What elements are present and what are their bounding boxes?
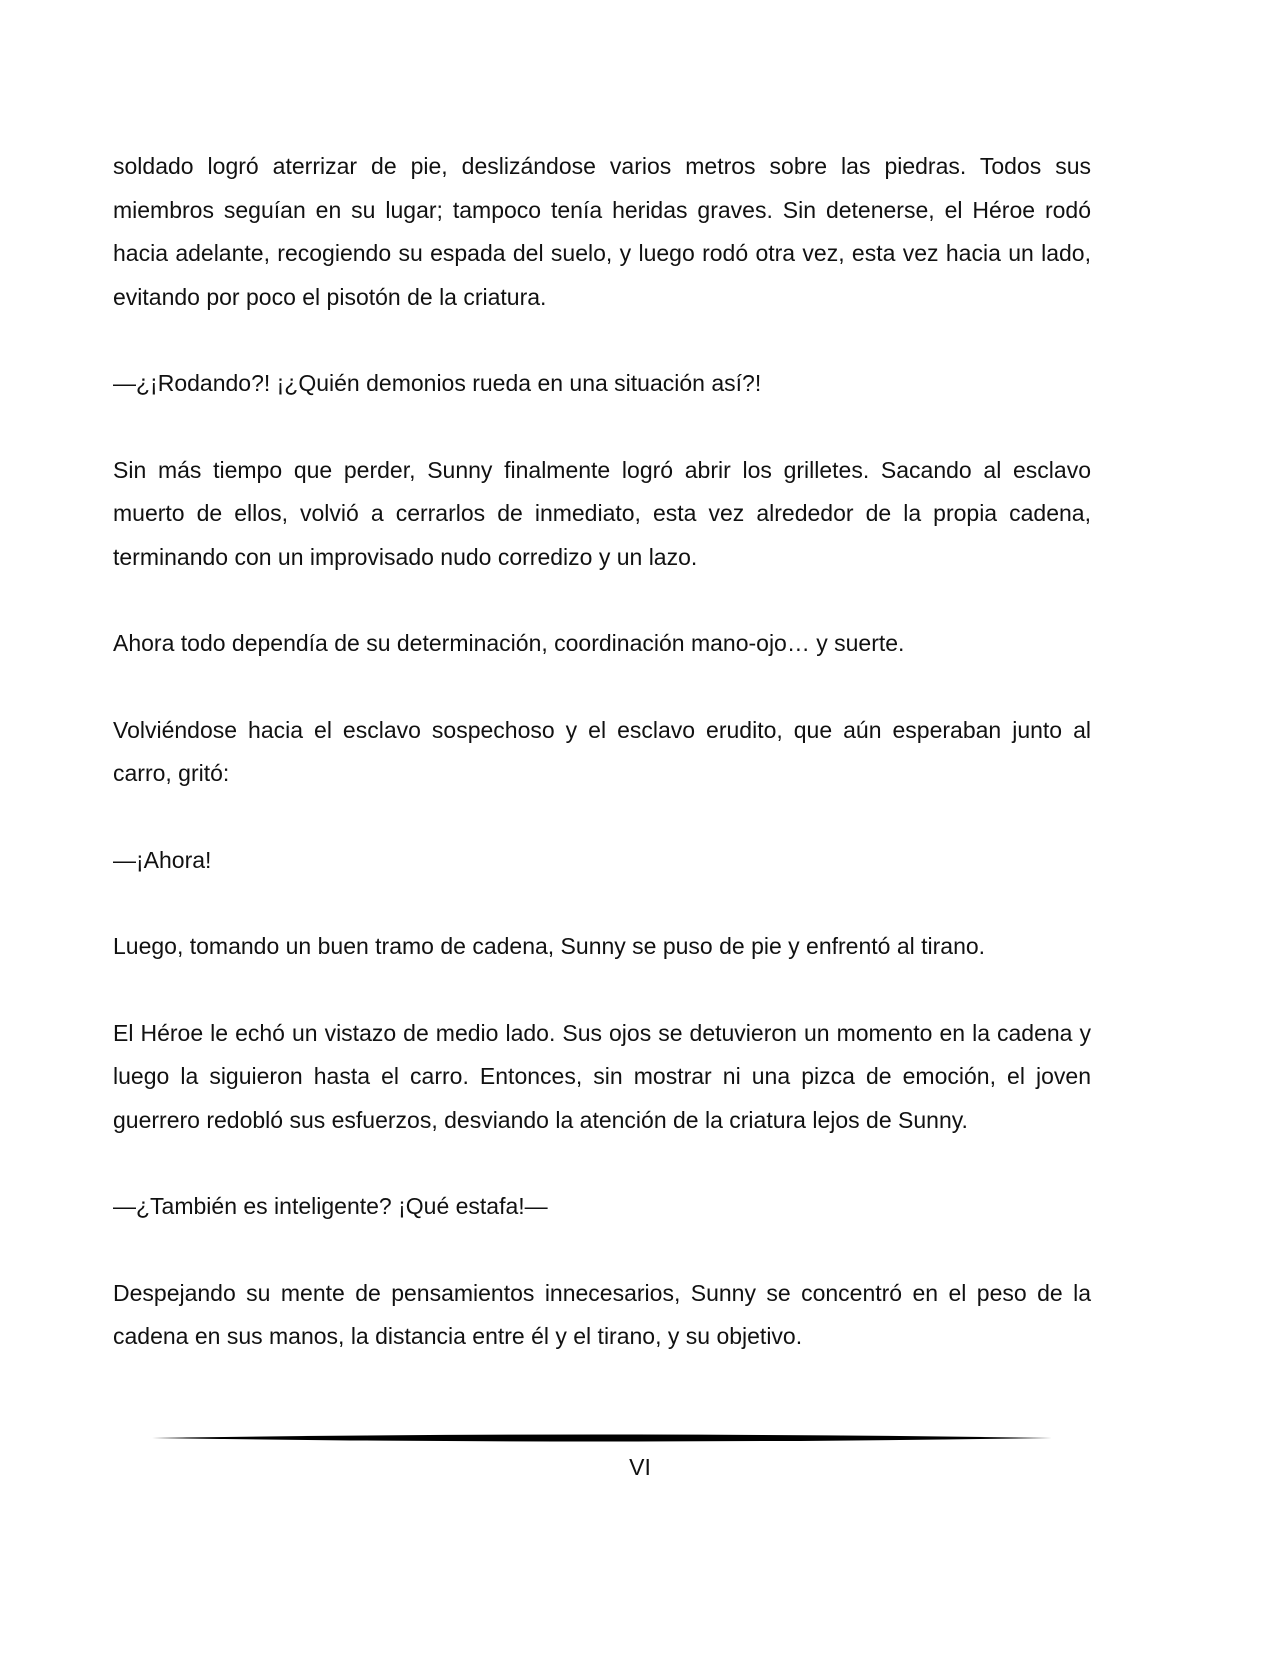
paragraph-10: Despejando su mente de pensamientos innecesarios, Sunny se concentró en el peso de la cadena en sus manos, la distancia entre él y el tirano, y su objetivo. [113,1279,1091,1349]
paragraph-8: El Héroe le echó un vistazo de medio lado. Sus ojos se detuvieron un momento en la cadena y luego la siguieron hasta el carro. Entonces, sin mostrar ni una pizca de emoción, el joven guerrero redobló sus esfuerzos, desviando la atención de la criatura lejos de Sunny. [113,1019,1091,1133]
paragraph-3: Sin más tiempo que perder, Sunny finalmente logró abrir los grilletes. Sacando al esclavo muerto de ellos, volvió a cerrarlos de inmediato, esta vez alrededor de la propia cadena, terminando con un improvisado nudo corredizo y un lazo. [113,456,1091,570]
paragraph-2: —¿¡Rodando?! ¡¿Quién demonios rueda en una situación así?! [113,370,762,396]
paragraph-5: Volviéndose hacia el esclavo sospechoso y el esclavo erudito, que aún esperaban junto al carro, gritó: [113,716,1091,786]
paragraph-7: Luego, tomando un buen tramo de cadena, Sunny se puso de pie y enfrentó al tirano. [113,933,986,959]
paragraph-1: soldado logró aterrizar de pie, deslizándose varios metros sobre las piedras. Todos sus miembros seguían en su lugar; tampoco tenía heridas graves. Sin detenerse, el Héroe rodó hacia adelante, recogiendo su espada del suelo, y luego rodó otra vez, esta vez hacia un lado, evitando por poco el pisotón de la criatura. [113,153,1091,310]
paragraph-4: Ahora todo dependía de su determinación, coordinación mano-ojo… y suerte. [113,630,905,656]
paragraph-6: —¡Ahora! [113,846,212,873]
paragraph-9: —¿También es inteligente? ¡Qué estafa!— [113,1193,548,1219]
page-body [113,145,1091,1359]
page-number: VI [629,1454,651,1480]
footer-divider [152,1432,1052,1444]
